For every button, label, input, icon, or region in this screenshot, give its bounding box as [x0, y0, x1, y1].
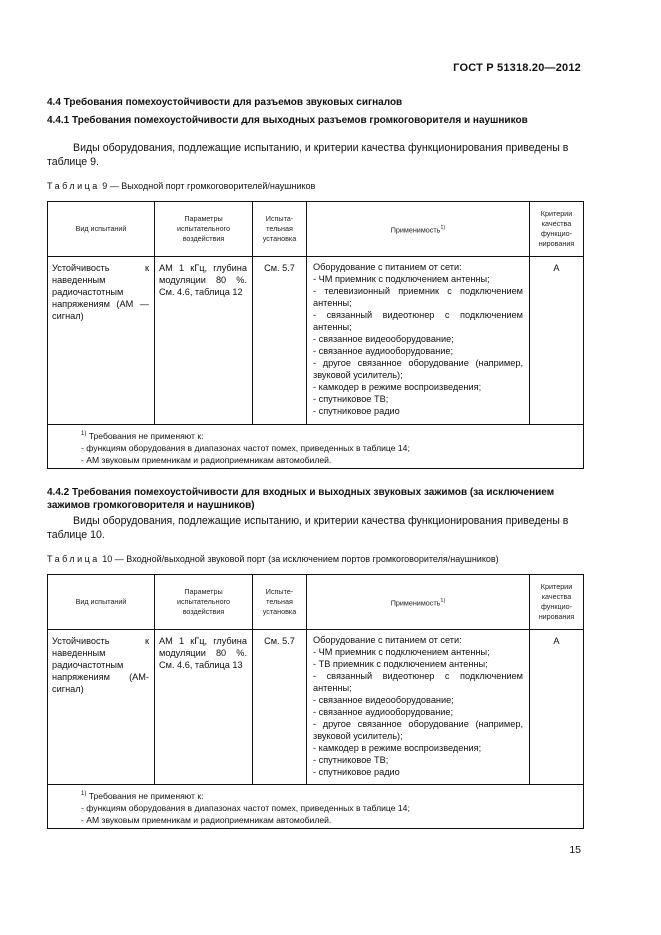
table10-footnote-line-1 — [81, 788, 583, 802]
table10-header-applicability — [307, 575, 530, 630]
list-item: - функциям оборудования в диапазонах частот помех, приведенных в таблице 14; — [81, 802, 410, 813]
list-item: - другое связанное оборудование (например, звуковой усилитель); — [313, 358, 523, 380]
section-4-4-1-title: 4.4.1 Требования помехоустойчивости для выходных разъемов громкоговорителя и наушников — [47, 115, 528, 126]
table9-cell-criteria: А — [530, 257, 584, 425]
table10-footnote-row — [48, 785, 584, 829]
table10-caption-text: 10 — Входной/выходной звуковой порт (за исключением портов громкоговорителя/наушников) — [99, 554, 499, 564]
list-item: - ЧМ приемник с подключением антенны; — [313, 647, 490, 657]
list-item: Оборудование с питанием от сети: — [313, 635, 462, 645]
footnote-mark: 1) — [440, 597, 446, 604]
list-item: Оборудование с питанием от сети: — [313, 262, 462, 272]
section-4-4-2-text: Виды оборудования, подлежащие испытанию, и критерии качества функционирования приведены в таблице 10. — [47, 515, 569, 541]
table10-header-test: Вид испытаний — [48, 575, 155, 630]
list-item: - связанное аудиооборудование; — [313, 707, 454, 717]
list-item: - связанный видеотюнер с подключением антенны; — [313, 310, 523, 332]
table9 — [47, 201, 584, 469]
table9-footnote-line-1 — [81, 428, 583, 442]
list-item: - спутниковое радио — [313, 767, 400, 777]
table9-footnote — [48, 425, 584, 469]
table-row — [48, 630, 584, 785]
table9-cell-applicability — [307, 257, 530, 425]
table10-cell-applicability — [307, 630, 530, 785]
footnote-mark: 1) — [81, 431, 87, 437]
table10 — [47, 574, 584, 829]
table9-header-applicability — [307, 202, 530, 257]
list-item: - связанный видеотюнер с подключением антенны; — [313, 671, 523, 693]
table10-header-criteria: Критерии качества функцио-нирования — [530, 575, 584, 630]
list-item: - ТВ приемник с подключением антенны; — [313, 659, 488, 669]
table9-header-criteria: Критерии качества функцио-нирования — [530, 202, 584, 257]
table10-cell-test: Устойчивость к наведенным радиочастотным напряжениям (АМ-сигнал) — [48, 630, 155, 785]
section-4-4-1-text: Виды оборудования, подлежащие испытанию, и критерии качества функционирования приведены в таблице 9. — [47, 142, 569, 168]
list-item: - функциям оборудования в диапазонах частот помех, приведенных в таблице 14; — [81, 442, 410, 453]
table9-header-params: Параметры испытательного воздействия — [155, 202, 253, 257]
table10-caption-label: Таблица — [47, 554, 100, 564]
footnote-mark: 1) — [81, 791, 87, 797]
list-item: - спутниковое радио — [313, 406, 400, 416]
list-item: - ЧМ приемник с подключением антенны; — [313, 274, 490, 284]
table10-header-setup: Испыте-тельная установка — [253, 575, 307, 630]
table-row — [48, 257, 584, 425]
list-item: - связанное аудиооборудование; — [313, 346, 454, 356]
table9-caption-text: 9 — Выходной порт громкоговорителей/наушников — [99, 181, 316, 191]
table9-header-applicability-label: Применимость — [390, 225, 441, 235]
table9-footnote-row — [48, 425, 584, 469]
list-item: - другое связанное оборудование (например, звуковой усилитель); — [313, 719, 523, 741]
table9-header-setup: Испыта-тельная установка — [253, 202, 307, 257]
list-item: - спутниковое ТВ; — [313, 755, 389, 765]
list-item: - телевизионный приемник с подключением антенны; — [313, 286, 523, 308]
list-item: - камкодер в режиме воспроизведения; — [313, 743, 482, 753]
table9-footnote-intro: Требования не применяют к: — [88, 430, 204, 441]
list-item: - АМ звуковым приемникам и радиоприемникам автомобилей. — [81, 454, 332, 465]
table9-caption — [47, 181, 315, 191]
table10-cell-criteria: А — [530, 630, 584, 785]
table10-header-applicability-label: Применимость — [390, 598, 441, 608]
table9-cell-test: Устойчивость к наведенным радиочастотным напряжениям (АМ — сигнал) — [48, 257, 155, 425]
footnote-mark: 1) — [440, 224, 446, 231]
table10-header-row — [48, 575, 584, 630]
list-item: - спутниковое ТВ; — [313, 394, 389, 404]
list-item: - связанное видеооборудование; — [313, 695, 454, 705]
table9-header-test: Вид испытаний — [48, 202, 155, 257]
page-number: 15 — [569, 844, 581, 856]
table10-caption — [47, 554, 499, 564]
table9-cell-params: АМ 1 кГц, глубина модуляции 80 %. См. 4.6, таблица 12 — [155, 257, 253, 425]
standard-number: ГОСТ Р 51318.20—2012 — [453, 62, 581, 74]
list-item: - АМ звуковым приемникам и радиоприемникам автомобилей. — [81, 814, 332, 825]
table10-footnote-intro: Требования не применяют к: — [88, 790, 204, 801]
table10-cell-params: АМ 1 кГц, глубина модуляции 80 %. См. 4.6, таблица 13 — [155, 630, 253, 785]
list-item: - связанное видеооборудование; — [313, 334, 454, 344]
table10-header-params: Параметры испытательного воздействия — [155, 575, 253, 630]
table9-caption-label: Таблица — [47, 181, 100, 191]
section-4-4-title: 4.4 Требования помехоустойчивости для разъемов звуковых сигналов — [47, 97, 403, 108]
section-4-4-2-title: 4.4.2 Требования помехоустойчивости для входных и выходных звуковых зажимов (за исключением зажимов громкоговорителя и наушников) — [47, 487, 555, 511]
list-item: - камкодер в режиме воспроизведения; — [313, 382, 482, 392]
table9-header-row — [48, 202, 584, 257]
table10-footnote — [48, 785, 584, 829]
table9-cell-setup: См. 5.7 — [253, 257, 307, 425]
table10-cell-setup: См. 5.7 — [253, 630, 307, 785]
